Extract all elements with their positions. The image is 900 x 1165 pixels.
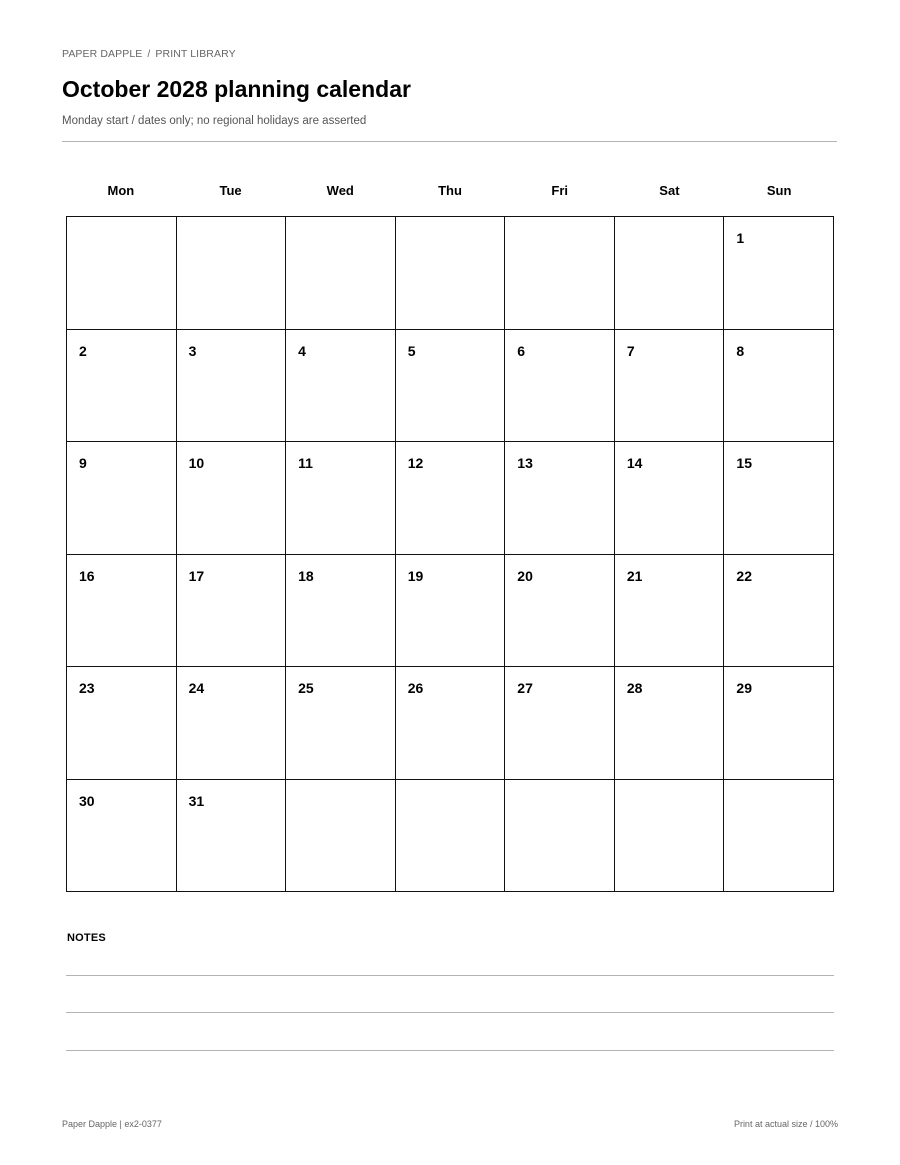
day-number: 18 [298,567,314,584]
day-number: 31 [188,792,205,809]
day-number: 29 [736,680,752,696]
empty-day-cell [505,780,615,893]
notes-label: NOTES [67,932,106,944]
day-cell[interactable] [615,667,725,780]
page-title: October 2028 planning calendar [62,76,411,102]
day-cell[interactable] [396,555,506,668]
day-cell[interactable] [286,442,396,555]
day-cell[interactable] [67,667,177,780]
day-cell[interactable] [177,667,287,780]
weekday-label-mon: Mon [107,183,135,198]
day-cell[interactable] [177,442,287,555]
empty-day-cell [615,217,725,330]
day-number: 9 [79,455,87,471]
empty-day-cell [724,780,834,893]
note-line [66,1050,834,1051]
day-cell[interactable] [505,667,615,780]
day-cell[interactable] [724,442,834,555]
day-number: 14 [626,455,643,471]
footer-print-hint: Print at actual size / 100% [733,1119,838,1129]
day-number: 15 [736,455,752,471]
day-number: 27 [517,680,533,696]
day-cell[interactable] [67,555,177,668]
day-number: 17 [188,567,205,584]
day-cell[interactable] [615,442,725,555]
footer-source: Paper Dapple | ex2-0377 [62,1119,162,1129]
day-cell[interactable] [615,555,725,668]
day-number: 5 [407,342,416,359]
day-cell[interactable] [615,330,725,443]
day-number: 26 [407,680,424,696]
day-number: 28 [626,680,643,696]
day-cell[interactable] [177,780,287,893]
day-number: 10 [188,455,205,471]
weekday-label-fri: Fri [551,183,569,198]
day-cell[interactable] [724,667,834,780]
day-cell[interactable] [177,555,287,668]
note-line [66,1012,834,1013]
day-number: 8 [736,342,745,359]
day-cell[interactable] [396,330,506,443]
breadcrumb [62,48,236,60]
breadcrumb-item-print-library[interactable]: PRINT LIBRARY [155,48,236,60]
day-cell[interactable] [177,330,287,443]
day-cell[interactable] [505,442,615,555]
day-cell[interactable] [67,330,177,443]
breadcrumb-item-brand[interactable]: PAPER DAPPLE [62,48,143,60]
weekday-label-tue: Tue [219,183,242,198]
day-cell[interactable] [724,555,834,668]
day-number: 30 [79,792,95,809]
weekday-label-sat: Sat [659,183,680,198]
empty-day-cell [396,780,506,893]
calendar-grid [66,216,834,892]
day-cell[interactable] [67,780,177,893]
day-number: 7 [626,342,635,359]
empty-day-cell [67,217,177,330]
day-number: 1 [736,230,745,246]
weekday-label-sun: Sun [766,183,792,198]
day-cell[interactable] [505,555,615,668]
day-number: 2 [79,342,87,359]
day-number: 25 [298,680,314,696]
day-cell[interactable] [505,330,615,443]
day-number: 23 [79,680,95,696]
empty-day-cell [615,780,725,893]
day-number: 3 [188,342,197,359]
day-number: 24 [188,680,205,696]
day-cell[interactable] [286,555,396,668]
empty-day-cell [177,217,287,330]
day-cell[interactable] [286,330,396,443]
day-number: 19 [407,567,424,584]
day-number: 11 [298,455,313,471]
day-cell[interactable] [396,667,506,780]
weekday-header-row [66,183,834,199]
day-number: 6 [517,342,526,359]
page-subtitle: Monday start / dates only; no regional holidays are asserted [62,115,367,127]
empty-day-cell [505,217,615,330]
empty-day-cell [286,780,396,893]
day-cell[interactable] [286,667,396,780]
day-number: 13 [517,455,533,471]
day-number: 16 [79,567,95,584]
day-cell[interactable] [724,217,834,330]
day-number: 4 [298,342,306,359]
empty-day-cell [286,217,396,330]
weekday-label-thu: Thu [438,183,462,198]
day-number: 22 [736,567,752,584]
note-line [66,975,834,976]
day-number: 20 [517,567,533,584]
weekday-label-wed: Wed [326,183,354,198]
day-cell[interactable] [396,442,506,555]
day-cell[interactable] [67,442,177,555]
empty-day-cell [396,217,506,330]
header-divider [62,141,837,142]
breadcrumb-separator: / [147,48,151,60]
day-cell[interactable] [724,330,834,443]
day-number: 12 [407,455,424,471]
day-number: 21 [626,567,643,584]
